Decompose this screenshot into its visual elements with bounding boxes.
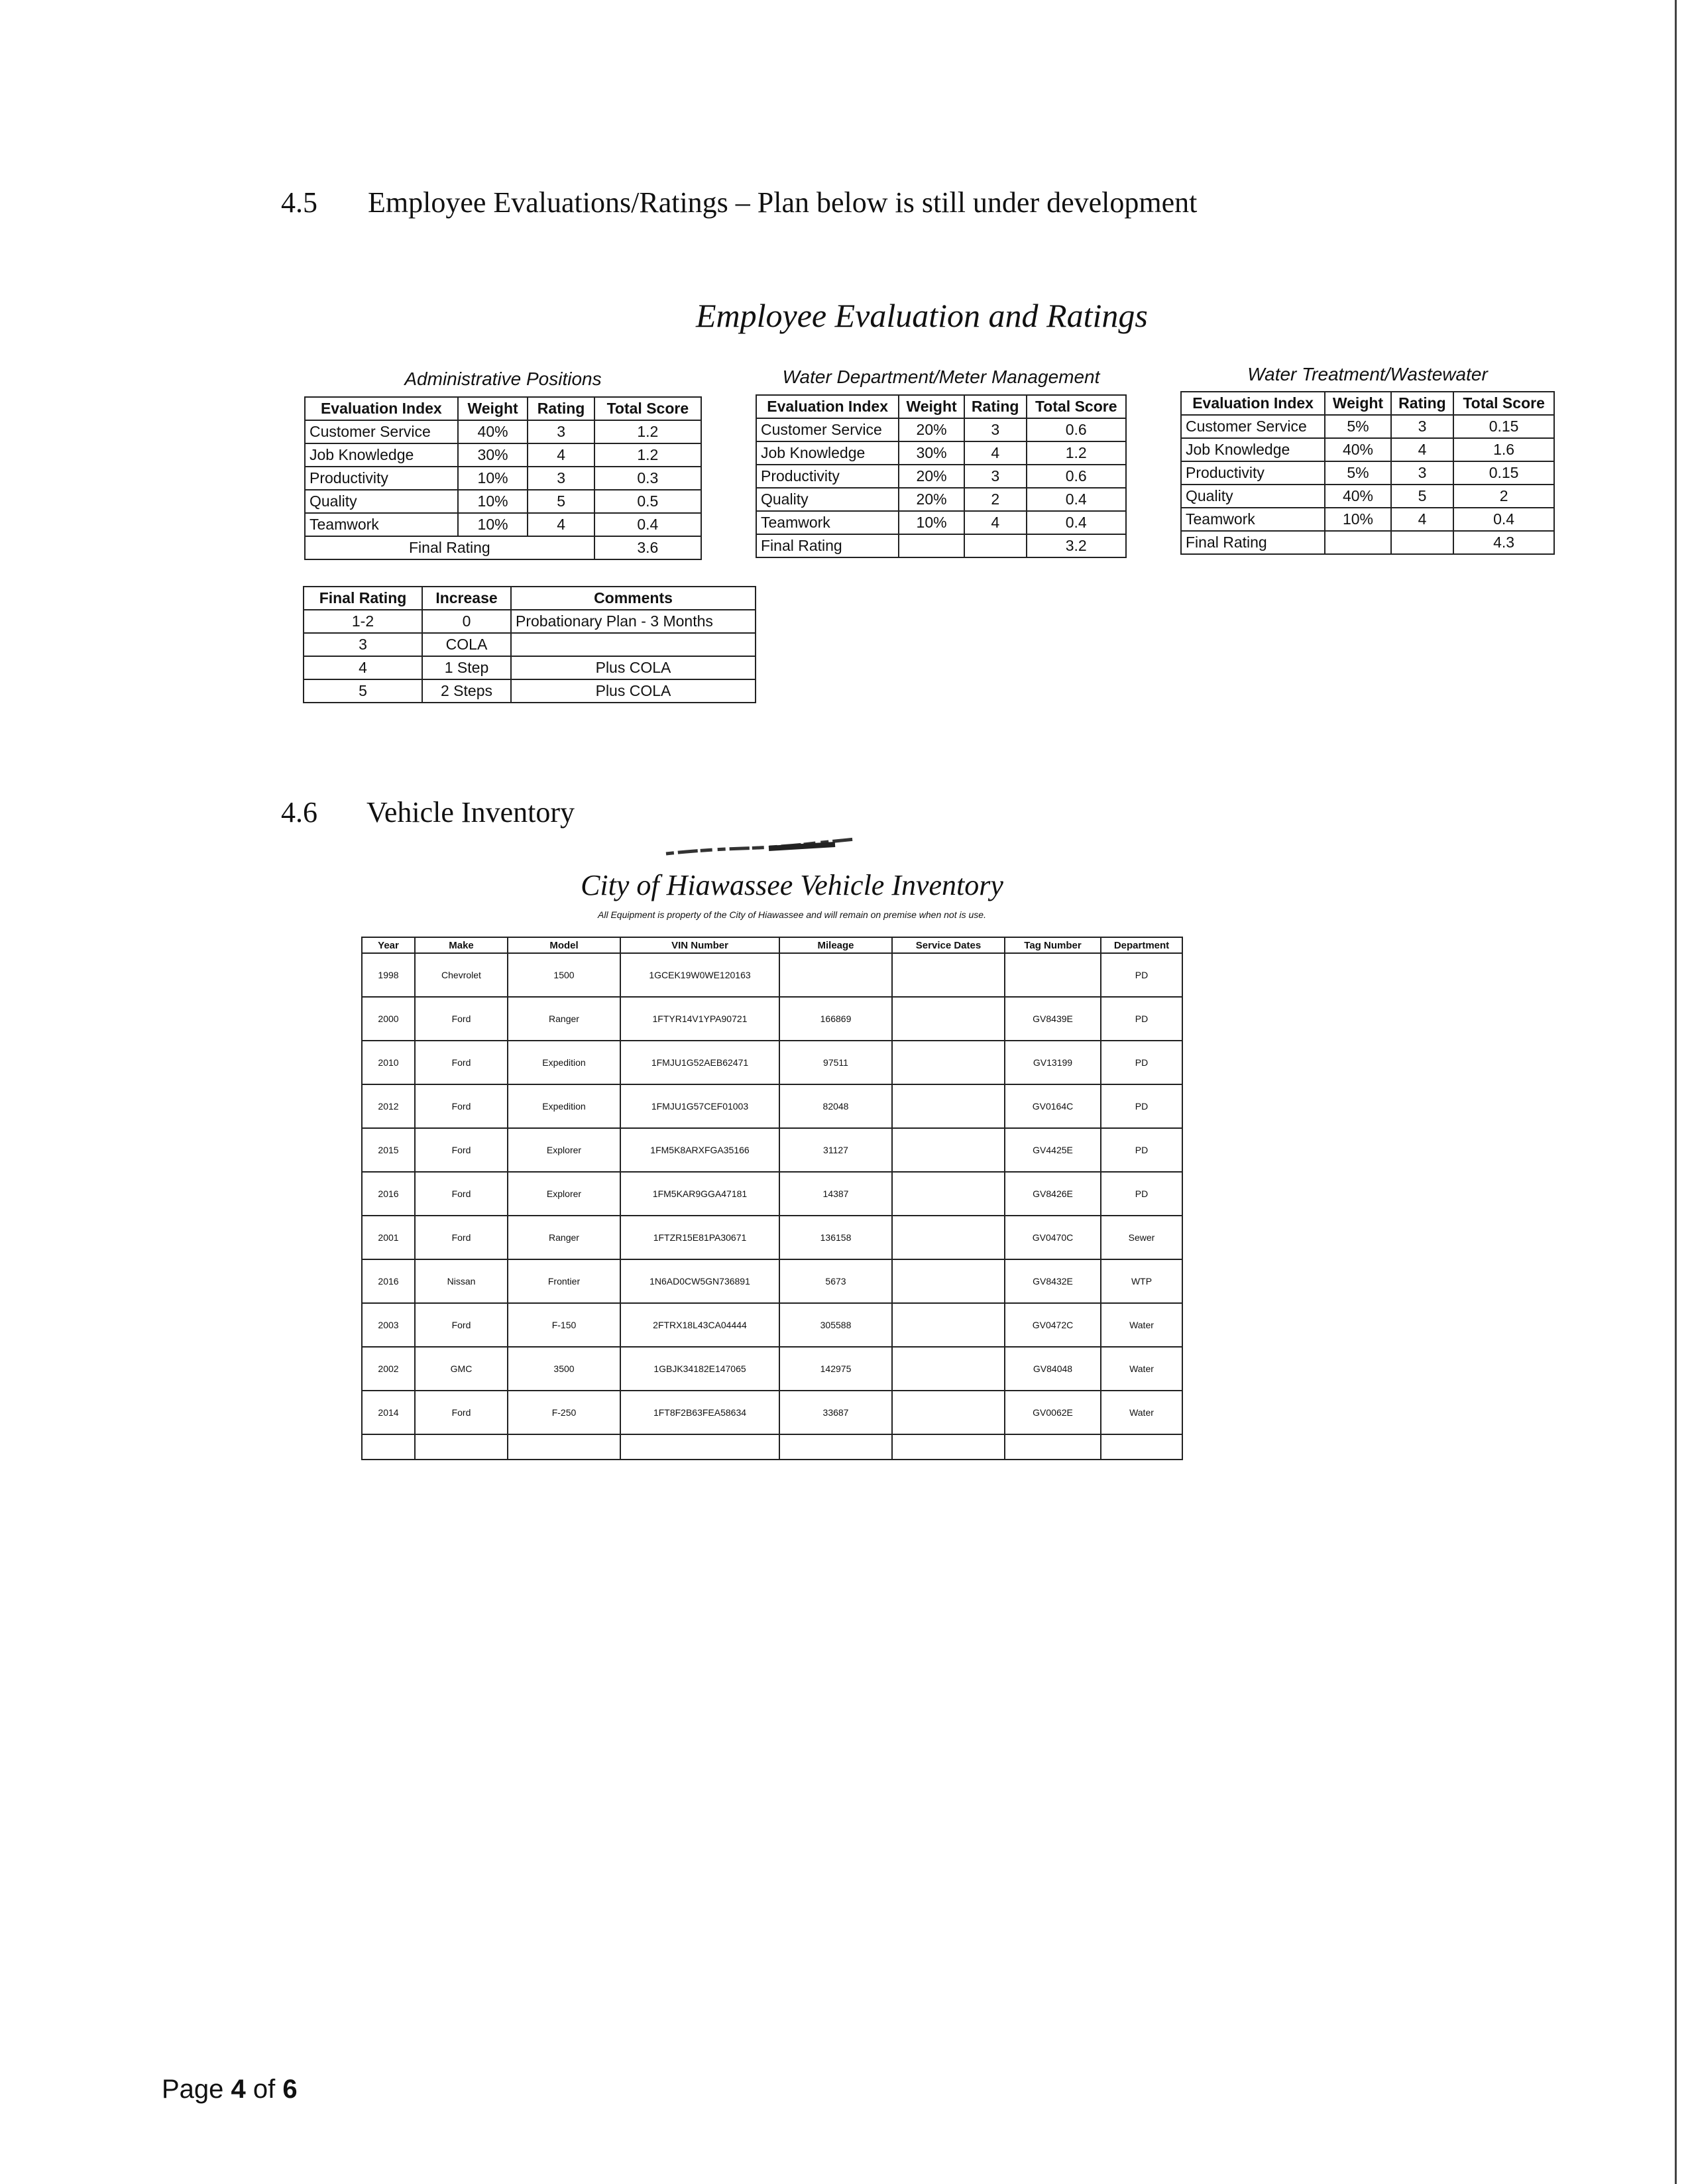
cell: GV0472C xyxy=(1005,1303,1101,1347)
section-title: Employee Evaluations/Ratings – Plan below is still under development xyxy=(368,186,1198,219)
cell: 3 xyxy=(964,418,1027,441)
page-prefix: Page xyxy=(162,2075,231,2104)
cell: 1FTYR14V1YPA90721 xyxy=(620,997,779,1041)
cell: Sewer xyxy=(1101,1216,1182,1259)
col-header: Rating xyxy=(528,397,594,420)
cell: 3 xyxy=(1391,461,1453,485)
admin-table xyxy=(304,396,702,560)
final-rating-label: Final Rating xyxy=(756,534,899,557)
cell: 0.5 xyxy=(594,490,701,513)
cell: GV84048 xyxy=(1005,1347,1101,1391)
cell xyxy=(892,1434,1005,1460)
cell: 0.4 xyxy=(1027,488,1127,511)
cell: PD xyxy=(1101,1041,1182,1084)
table-row xyxy=(362,1128,1182,1172)
cell: 10% xyxy=(899,511,964,534)
cell: GV0470C xyxy=(1005,1216,1101,1259)
cell: Ford xyxy=(415,1128,508,1172)
table-row xyxy=(305,420,701,443)
cell: Ranger xyxy=(508,1216,620,1259)
cell: Probationary Plan - 3 Months xyxy=(511,610,756,633)
cell xyxy=(892,1303,1005,1347)
cell: Ford xyxy=(415,1172,508,1216)
cell: 2010 xyxy=(362,1041,415,1084)
table-row xyxy=(362,1084,1182,1128)
cell xyxy=(892,1084,1005,1128)
cell: Customer Service xyxy=(305,420,458,443)
cell: 166869 xyxy=(779,997,892,1041)
final-rating-value: 3.6 xyxy=(594,536,701,559)
cell: 4 xyxy=(1391,438,1453,461)
cell: Productivity xyxy=(756,465,899,488)
cell: 82048 xyxy=(779,1084,892,1128)
cell: 1FT8F2B63FEA58634 xyxy=(620,1391,779,1434)
cell: 5 xyxy=(528,490,594,513)
cell: 1FM5KAR9GGA47181 xyxy=(620,1172,779,1216)
cell: 5% xyxy=(1325,461,1391,485)
cell: 40% xyxy=(458,420,528,443)
section-number: 4.6 xyxy=(281,796,317,829)
table-row xyxy=(304,610,756,633)
table-row xyxy=(1181,461,1554,485)
cell: Customer Service xyxy=(1181,415,1325,438)
cell xyxy=(892,953,1005,997)
cell: 0.4 xyxy=(1453,508,1554,531)
cell: GV0164C xyxy=(1005,1084,1101,1128)
cell: Frontier xyxy=(508,1259,620,1303)
cell: 30% xyxy=(458,443,528,467)
cell: 1500 xyxy=(508,953,620,997)
table-row xyxy=(305,467,701,490)
cell: 0.15 xyxy=(1453,461,1554,485)
table-row xyxy=(305,443,701,467)
cell: 5 xyxy=(304,679,422,703)
cell xyxy=(892,1391,1005,1434)
cell: 5673 xyxy=(779,1259,892,1303)
cell xyxy=(362,1434,415,1460)
cell: 30% xyxy=(899,441,964,465)
cell: Ford xyxy=(415,1216,508,1259)
cell: 1998 xyxy=(362,953,415,997)
cell: 142975 xyxy=(779,1347,892,1391)
cell: 1 Step xyxy=(422,656,511,679)
admin-table-title: Administrative Positions xyxy=(404,369,602,389)
cell xyxy=(620,1434,779,1460)
table-row xyxy=(305,490,701,513)
cell: 2FTRX18L43CA04444 xyxy=(620,1303,779,1347)
cell: 40% xyxy=(1325,438,1391,461)
table-row xyxy=(305,513,701,536)
water-treatment-table xyxy=(1180,391,1555,555)
table-row xyxy=(1181,508,1554,531)
cell: 20% xyxy=(899,418,964,441)
col-header: Evaluation Index xyxy=(1181,392,1325,415)
cell: 1FMJU1G57CEF01003 xyxy=(620,1084,779,1128)
col-header: Evaluation Index xyxy=(756,395,899,418)
col-header: Total Score xyxy=(594,397,701,420)
page-of: of xyxy=(245,2075,283,2104)
cell xyxy=(964,534,1027,557)
table-row xyxy=(362,953,1182,997)
final-rating-value: 4.3 xyxy=(1453,531,1554,554)
cell: 1.6 xyxy=(1453,438,1554,461)
cell: Ranger xyxy=(508,997,620,1041)
col-header: Rating xyxy=(964,395,1027,418)
cell: Job Knowledge xyxy=(756,441,899,465)
cell xyxy=(892,997,1005,1041)
scan-edge-line xyxy=(1675,0,1677,2184)
water-treatment-table-title: Water Treatment/Wastewater xyxy=(1247,364,1488,384)
page-number xyxy=(162,2075,298,2104)
cell: Productivity xyxy=(1181,461,1325,485)
table-row xyxy=(362,1259,1182,1303)
table-row xyxy=(362,1391,1182,1434)
cell: Customer Service xyxy=(756,418,899,441)
cell: Quality xyxy=(305,490,458,513)
col-header: Rating xyxy=(1391,392,1453,415)
cell: 0.4 xyxy=(1027,511,1127,534)
cell xyxy=(892,1041,1005,1084)
cell: 0.15 xyxy=(1453,415,1554,438)
table-row xyxy=(304,679,756,703)
cell: PD xyxy=(1101,953,1182,997)
cell xyxy=(899,534,964,557)
cell: 4 xyxy=(964,441,1027,465)
cell: Plus COLA xyxy=(511,656,756,679)
cell: Water xyxy=(1101,1391,1182,1434)
cell xyxy=(1325,531,1391,554)
rating-scale-table xyxy=(303,586,756,703)
col-header: Tag Number xyxy=(1005,937,1101,953)
cell xyxy=(511,633,756,656)
cell: 2 xyxy=(1453,485,1554,508)
table-row xyxy=(304,633,756,656)
col-header: Year xyxy=(362,937,415,953)
cell: 1FM5K8ARXFGA35166 xyxy=(620,1128,779,1172)
final-rating-value: 3.2 xyxy=(1027,534,1127,557)
cell: 33687 xyxy=(779,1391,892,1434)
col-header: Increase xyxy=(422,587,511,610)
cell: 0.6 xyxy=(1027,418,1127,441)
table-row xyxy=(362,1216,1182,1259)
col-header: Comments xyxy=(511,587,756,610)
cell: 3 xyxy=(528,467,594,490)
col-header: Department xyxy=(1101,937,1182,953)
final-rating-row xyxy=(756,534,1126,557)
cell: 4 xyxy=(964,511,1027,534)
cell: F-150 xyxy=(508,1303,620,1347)
cell: 10% xyxy=(458,467,528,490)
cell xyxy=(415,1434,508,1460)
cell: Chevrolet xyxy=(415,953,508,997)
page-current: 4 xyxy=(231,2075,246,2104)
cell: 1.2 xyxy=(594,420,701,443)
cell: 5 xyxy=(1391,485,1453,508)
cell: F-250 xyxy=(508,1391,620,1434)
cell xyxy=(892,1259,1005,1303)
page-title: Employee Evaluation and Ratings xyxy=(696,297,1148,334)
cell xyxy=(779,953,892,997)
cell: 2015 xyxy=(362,1128,415,1172)
col-header: Total Score xyxy=(1027,395,1127,418)
cell: 20% xyxy=(899,488,964,511)
water-dept-table xyxy=(756,394,1127,558)
cell: Explorer xyxy=(508,1128,620,1172)
col-header: Mileage xyxy=(779,937,892,953)
table-row xyxy=(1181,415,1554,438)
table-row xyxy=(756,511,1126,534)
col-header: Total Score xyxy=(1453,392,1554,415)
cell: 3500 xyxy=(508,1347,620,1391)
cell: 20% xyxy=(899,465,964,488)
cell: Ford xyxy=(415,1303,508,1347)
cell: 31127 xyxy=(779,1128,892,1172)
inventory-note: All Equipment is property of the City of Hiawassee and will remain on premise when not is use. xyxy=(598,909,986,920)
final-rating-row xyxy=(305,536,701,559)
cell: 2 xyxy=(964,488,1027,511)
table-row xyxy=(756,441,1126,465)
cell: 40% xyxy=(1325,485,1391,508)
cell: Job Knowledge xyxy=(305,443,458,467)
cell: 1FTZR15E81PA30671 xyxy=(620,1216,779,1259)
cell: 1FMJU1G52AEB62471 xyxy=(620,1041,779,1084)
cell: 1.2 xyxy=(594,443,701,467)
cell: 2014 xyxy=(362,1391,415,1434)
table-row xyxy=(362,1303,1182,1347)
section-title: Vehicle Inventory xyxy=(366,796,575,829)
cell: 3 xyxy=(528,420,594,443)
cell: Teamwork xyxy=(305,513,458,536)
cell xyxy=(892,1172,1005,1216)
cell: Ford xyxy=(415,1084,508,1128)
cell: 3 xyxy=(304,633,422,656)
cell: WTP xyxy=(1101,1259,1182,1303)
cell xyxy=(1391,531,1453,554)
final-rating-label: Final Rating xyxy=(305,536,594,559)
cell: Quality xyxy=(756,488,899,511)
table-row xyxy=(304,656,756,679)
cell: Plus COLA xyxy=(511,679,756,703)
cell: 0 xyxy=(422,610,511,633)
table-row xyxy=(756,465,1126,488)
cell xyxy=(508,1434,620,1460)
cell: 10% xyxy=(458,490,528,513)
cell: 1N6AD0CW5GN736891 xyxy=(620,1259,779,1303)
table-row xyxy=(362,997,1182,1041)
cell: 1-2 xyxy=(304,610,422,633)
cell: 1.2 xyxy=(1027,441,1127,465)
table-row xyxy=(362,1172,1182,1216)
cell: 10% xyxy=(1325,508,1391,531)
col-header: Evaluation Index xyxy=(305,397,458,420)
cell: 4 xyxy=(528,443,594,467)
cell: Quality xyxy=(1181,485,1325,508)
cell: GV8426E xyxy=(1005,1172,1101,1216)
cell: 3 xyxy=(964,465,1027,488)
cell: 0.4 xyxy=(594,513,701,536)
cell: Explorer xyxy=(508,1172,620,1216)
cell: GMC xyxy=(415,1347,508,1391)
cell: 4 xyxy=(304,656,422,679)
inventory-table xyxy=(361,937,1183,1460)
cell: 3 xyxy=(1391,415,1453,438)
cell xyxy=(1101,1434,1182,1460)
final-rating-row xyxy=(1181,531,1554,554)
page-total: 6 xyxy=(282,2075,298,2104)
logo-smudge xyxy=(663,834,862,860)
table-row xyxy=(756,488,1126,511)
table-row xyxy=(1181,485,1554,508)
cell: 4 xyxy=(1391,508,1453,531)
cell: Productivity xyxy=(305,467,458,490)
cell: GV0062E xyxy=(1005,1391,1101,1434)
col-header: Model xyxy=(508,937,620,953)
cell: Expedition xyxy=(508,1084,620,1128)
final-rating-label: Final Rating xyxy=(1181,531,1325,554)
cell: PD xyxy=(1101,1084,1182,1128)
col-header: Service Dates xyxy=(892,937,1005,953)
cell: Ford xyxy=(415,1041,508,1084)
inventory-title: City of Hiawassee Vehicle Inventory xyxy=(581,869,1003,901)
table-row xyxy=(1181,438,1554,461)
cell: 10% xyxy=(458,513,528,536)
cell xyxy=(1005,1434,1101,1460)
table-row xyxy=(362,1347,1182,1391)
cell: 1GCEK19W0WE120163 xyxy=(620,953,779,997)
cell: 14387 xyxy=(779,1172,892,1216)
col-header: Final Rating xyxy=(304,587,422,610)
cell: Teamwork xyxy=(1181,508,1325,531)
cell: Water xyxy=(1101,1347,1182,1391)
cell: 2000 xyxy=(362,997,415,1041)
cell: GV8432E xyxy=(1005,1259,1101,1303)
cell: 2016 xyxy=(362,1172,415,1216)
cell: Water xyxy=(1101,1303,1182,1347)
water-dept-table-title: Water Department/Meter Management xyxy=(782,367,1100,387)
cell: 0.6 xyxy=(1027,465,1127,488)
col-header: Weight xyxy=(458,397,528,420)
cell: Ford xyxy=(415,1391,508,1434)
cell: 305588 xyxy=(779,1303,892,1347)
cell: Teamwork xyxy=(756,511,899,534)
cell: COLA xyxy=(422,633,511,656)
cell: Job Knowledge xyxy=(1181,438,1325,461)
cell: Nissan xyxy=(415,1259,508,1303)
section-number: 4.5 xyxy=(281,186,317,219)
cell: 2001 xyxy=(362,1216,415,1259)
col-header: Weight xyxy=(899,395,964,418)
cell xyxy=(892,1128,1005,1172)
cell: 5% xyxy=(1325,415,1391,438)
table-row xyxy=(362,1041,1182,1084)
cell: 0.3 xyxy=(594,467,701,490)
cell: Expedition xyxy=(508,1041,620,1084)
cell: PD xyxy=(1101,1172,1182,1216)
cell: GV8439E xyxy=(1005,997,1101,1041)
cell: 1GBJK34182E147065 xyxy=(620,1347,779,1391)
cell: PD xyxy=(1101,997,1182,1041)
cell: GV4425E xyxy=(1005,1128,1101,1172)
cell: PD xyxy=(1101,1128,1182,1172)
cell: Ford xyxy=(415,997,508,1041)
cell: 4 xyxy=(528,513,594,536)
cell xyxy=(779,1434,892,1460)
cell: 97511 xyxy=(779,1041,892,1084)
cell: 2016 xyxy=(362,1259,415,1303)
cell: GV13199 xyxy=(1005,1041,1101,1084)
cell: 2012 xyxy=(362,1084,415,1128)
table-row xyxy=(756,418,1126,441)
cell: 2 Steps xyxy=(422,679,511,703)
cell xyxy=(892,1347,1005,1391)
cell: 2002 xyxy=(362,1347,415,1391)
col-header: Make xyxy=(415,937,508,953)
cell: 2003 xyxy=(362,1303,415,1347)
cell xyxy=(1005,953,1101,997)
col-header: Weight xyxy=(1325,392,1391,415)
cell xyxy=(892,1216,1005,1259)
col-header: VIN Number xyxy=(620,937,779,953)
cell: 136158 xyxy=(779,1216,892,1259)
table-row xyxy=(362,1434,1182,1460)
